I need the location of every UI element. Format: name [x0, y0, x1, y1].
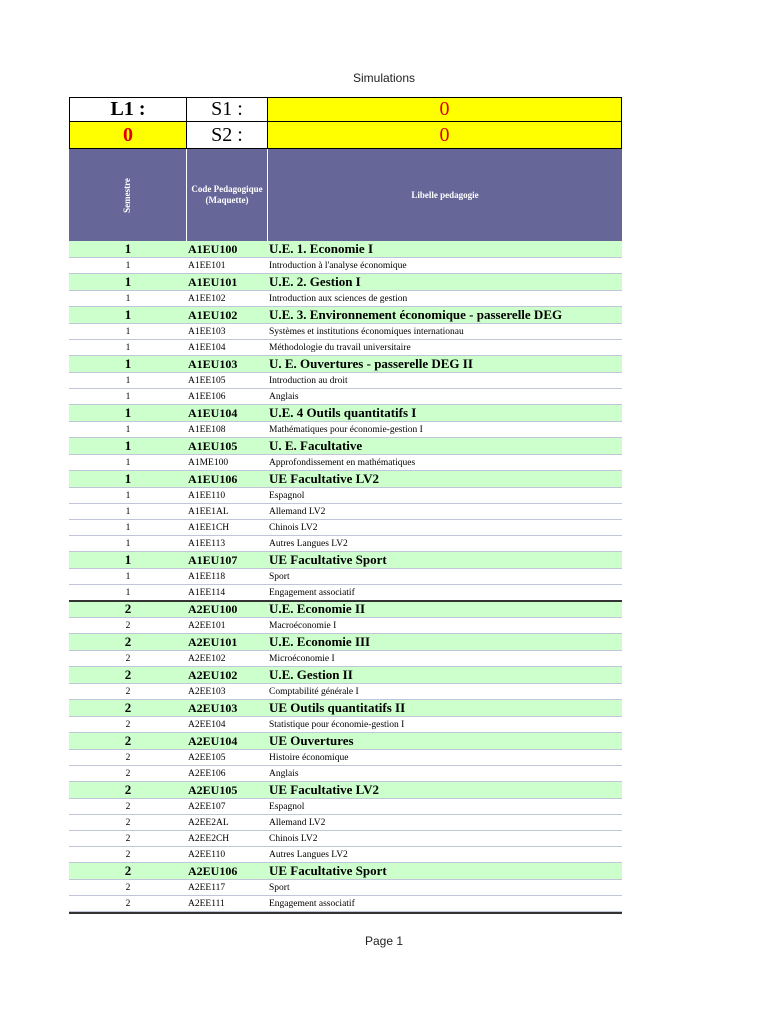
course-row [69, 455, 622, 471]
code-cell: A1EU102 [188, 307, 238, 322]
code-cell: A2EU103 [188, 700, 238, 715]
ue-row [69, 241, 622, 258]
code-cell: A2EU104 [188, 733, 238, 748]
code-cell: A2EE2AL [188, 817, 229, 828]
libelle-cell: Statistique pour économie-gestion I [269, 719, 405, 730]
libelle-cell: Anglais [269, 768, 299, 779]
semestre-cell: 1 [124, 405, 132, 420]
semestre-cell: 1 [125, 424, 131, 435]
code-cell: A2EE105 [188, 752, 226, 763]
libelle-cell: UE Ouvertures [269, 733, 354, 748]
course-row [69, 750, 622, 766]
ue-row [69, 782, 622, 799]
semestre-cell: 1 [125, 260, 131, 271]
code-cell: A1EE106 [188, 391, 226, 402]
semestre-cell: 2 [124, 863, 132, 878]
code-cell: A2EE2CH [188, 833, 230, 844]
s2-value[interactable]: 0 [268, 122, 622, 149]
semestre-cell: 1 [124, 471, 132, 486]
libelle-cell: Systèmes et institutions économiques internationau [269, 326, 464, 337]
code-cell: A1EU107 [188, 552, 238, 567]
column-header-code: Code Pedagogique (Maquette) [187, 149, 268, 241]
semestre-cell: 2 [124, 700, 132, 715]
ue-row [69, 274, 622, 291]
code-cell: A2EE111 [188, 898, 225, 909]
semestre-cell: 1 [125, 506, 131, 517]
column-header-libelle: Libelle pedagogie [411, 189, 479, 200]
libelle-cell: Sport [269, 571, 290, 582]
course-row [69, 831, 622, 847]
semestre-cell: 1 [124, 356, 132, 371]
semestre-cell: 1 [125, 457, 131, 468]
semestre-cell: 2 [125, 620, 131, 631]
column-header-semestre: Semestre [69, 149, 187, 241]
course-row [69, 488, 622, 504]
code-cell: A1EE114 [188, 587, 226, 598]
course-row [69, 585, 622, 601]
libelle-cell: Histoire économique [269, 752, 349, 763]
libelle-cell: Introduction au droit [269, 375, 348, 386]
course-row [69, 766, 622, 782]
libelle-cell: Anglais [269, 391, 299, 402]
code-cell: A1EE103 [188, 326, 226, 337]
code-cell: A1EE108 [188, 424, 226, 435]
code-cell: A1EE104 [188, 342, 226, 353]
course-row [69, 504, 622, 520]
course-row [69, 880, 622, 896]
code-cell: A2EU101 [188, 634, 238, 649]
ue-row [69, 667, 622, 684]
code-cell: A1EE1AL [188, 506, 229, 517]
libelle-cell: U.E. Economie II [269, 601, 366, 616]
code-cell: A2EU105 [188, 782, 238, 797]
code-cell: A1EU104 [188, 405, 238, 420]
libelle-cell: Mathématiques pour économie-gestion I [269, 424, 423, 435]
code-cell: A2EE103 [188, 686, 226, 697]
semestre-cell: 1 [125, 571, 131, 582]
code-cell: A2EE106 [188, 768, 226, 779]
course-row [69, 618, 622, 634]
ue-row [69, 601, 622, 618]
libelle-cell: Comptabilité générale I [269, 686, 359, 697]
code-cell: A1EU101 [188, 274, 238, 289]
semestre-cell: 1 [124, 307, 132, 322]
libelle-cell: U.E. Economie III [269, 634, 371, 649]
libelle-cell: U.E. Gestion II [269, 667, 353, 682]
semestre-cell: 1 [125, 522, 131, 533]
libelle-cell: Allemand LV2 [269, 817, 326, 828]
ue-row [69, 552, 622, 569]
code-cell: A2EE117 [188, 882, 226, 893]
semestre-cell: 1 [124, 274, 132, 289]
course-row [69, 520, 622, 536]
code-cell: A2EE107 [188, 801, 226, 812]
code-cell: A1EE110 [188, 490, 226, 501]
code-cell: A2EE104 [188, 719, 226, 730]
semestre-cell: 2 [124, 667, 132, 682]
libelle-cell: Macroéconomie I [269, 620, 337, 631]
libelle-cell: UE Facultative LV2 [269, 471, 380, 486]
course-row [69, 717, 622, 733]
table-bottom-border [69, 912, 622, 914]
semestre-cell: 1 [125, 375, 131, 386]
course-row [69, 799, 622, 815]
code-cell: A1EE102 [188, 293, 226, 304]
code-cell: A2EE101 [188, 620, 226, 631]
libelle-cell: Approfondissement en mathématiques [269, 457, 416, 468]
libelle-cell: Autres Langues LV2 [269, 538, 348, 549]
libelle-cell: Engagement associatif [269, 587, 355, 598]
semestre-cell: 2 [125, 752, 131, 763]
summary-block [69, 97, 622, 149]
semestre-cell: 2 [124, 601, 132, 616]
code-cell: A1EU103 [188, 356, 238, 371]
libelle-cell: Engagement associatif [269, 898, 355, 909]
libelle-cell: Allemand LV2 [269, 506, 326, 517]
libelle-cell: Autres Langues LV2 [269, 849, 348, 860]
course-row [69, 373, 622, 389]
ue-row [69, 307, 622, 324]
libelle-cell: UE Facultative Sport [269, 552, 387, 567]
libelle-cell: Chinois LV2 [269, 522, 318, 533]
code-cell: A1ME100 [188, 457, 229, 468]
libelle-cell: Introduction à l'analyse économique [269, 260, 407, 271]
code-cell: A1EE1CH [188, 522, 230, 533]
page-footer: Page 1 [364, 934, 404, 948]
level-label: L1 : [69, 97, 187, 122]
ue-row [69, 471, 622, 488]
course-row [69, 651, 622, 667]
semestre-cell: 2 [125, 801, 131, 812]
semestre-cell: 1 [124, 552, 132, 567]
s1-value[interactable]: 0 [268, 97, 622, 122]
s1-label: S1 : [187, 97, 268, 122]
course-row [69, 536, 622, 552]
semestre-cell: 1 [124, 241, 132, 256]
libelle-cell: Microéconomie I [269, 653, 335, 664]
table-header [69, 149, 622, 241]
semestre-cell: 1 [125, 538, 131, 549]
libelle-cell: UE Outils quantitatifs II [269, 700, 406, 715]
semestre-cell: 2 [125, 719, 131, 730]
page-header: Simulations [352, 71, 416, 85]
code-cell: A2EE102 [188, 653, 226, 664]
ue-row [69, 405, 622, 422]
semestre-cell: 2 [125, 817, 131, 828]
code-cell: A2EU106 [188, 863, 238, 878]
code-cell: A1EU106 [188, 471, 238, 486]
libelle-cell: Sport [269, 882, 290, 893]
code-cell: A1EU105 [188, 438, 238, 453]
libelle-cell: U.E. 1. Economie I [269, 241, 373, 256]
libelle-cell: Espagnol [269, 490, 305, 501]
semestre-cell: 2 [125, 882, 131, 893]
libelle-cell: Espagnol [269, 801, 305, 812]
level-total[interactable]: 0 [69, 122, 187, 149]
course-row [69, 324, 622, 340]
code-cell: A2EU102 [188, 667, 238, 682]
libelle-cell: U.E. 2. Gestion I [269, 274, 361, 289]
course-row [69, 258, 622, 274]
libelle-cell: U. E. Ouvertures - passerelle DEG II [269, 356, 473, 371]
semestre-cell: 1 [125, 587, 131, 598]
course-row [69, 815, 622, 831]
libelle-cell: UE Facultative Sport [269, 863, 387, 878]
code-cell: A1EE105 [188, 375, 226, 386]
s2-label: S2 : [187, 122, 268, 149]
course-row [69, 340, 622, 356]
course-row [69, 569, 622, 585]
semestre-cell: 2 [124, 634, 132, 649]
semestre-cell: 1 [124, 438, 132, 453]
ue-row [69, 733, 622, 750]
libelle-cell: Introduction aux sciences de gestion [269, 293, 408, 304]
code-cell: A2EE110 [188, 849, 226, 860]
libelle-cell: U. E. Facultative [269, 438, 363, 453]
code-cell: A1EE118 [188, 571, 226, 582]
course-row [69, 896, 622, 912]
course-row [69, 291, 622, 307]
ue-row [69, 863, 622, 880]
code-cell: A1EE101 [188, 260, 226, 271]
libelle-cell: UE Facultative LV2 [269, 782, 380, 797]
code-cell: A2EU100 [188, 601, 238, 616]
ue-row [69, 356, 622, 373]
semestre-cell: 2 [124, 733, 132, 748]
semestre-cell: 2 [125, 768, 131, 779]
semestre-cell: 1 [125, 391, 131, 402]
libelle-cell: Chinois LV2 [269, 833, 318, 844]
semestre-cell: 1 [125, 342, 131, 353]
ue-row [69, 700, 622, 717]
semestre-cell: 1 [125, 293, 131, 304]
course-row [69, 389, 622, 405]
semestre-cell: 2 [125, 653, 131, 664]
course-row [69, 847, 622, 863]
semestre-cell: 2 [125, 833, 131, 844]
semestre-cell: 2 [125, 898, 131, 909]
semestre-cell: 1 [125, 326, 131, 337]
libelle-cell: Méthodologie du travail universitaire [269, 342, 411, 353]
semester-separator [69, 600, 622, 602]
semestre-cell: 2 [124, 782, 132, 797]
libelle-cell: U.E. 4 Outils quantitatifs I [269, 405, 417, 420]
course-row [69, 684, 622, 700]
libelle-cell: U.E. 3. Environnement économique - passerelle DEG [269, 307, 563, 322]
semestre-cell: 2 [125, 849, 131, 860]
code-cell: A1EE113 [188, 538, 226, 549]
course-row [69, 422, 622, 438]
ue-row [69, 438, 622, 455]
ue-row [69, 634, 622, 651]
semestre-cell: 2 [125, 686, 131, 697]
semestre-cell: 1 [125, 490, 131, 501]
code-cell: A1EU100 [188, 241, 238, 256]
